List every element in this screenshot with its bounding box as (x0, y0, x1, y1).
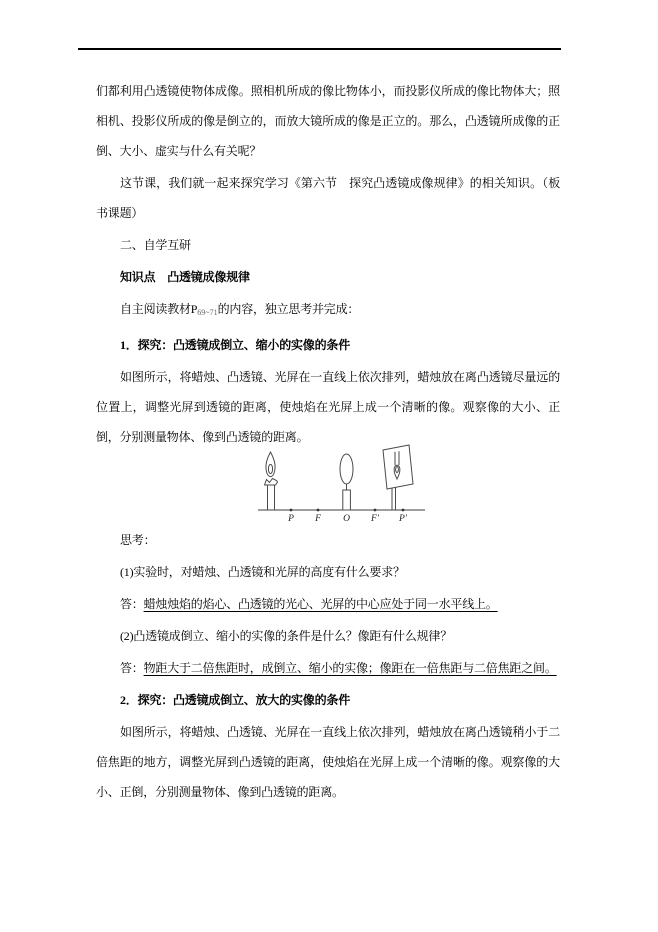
candle-object (265, 452, 278, 510)
answer-2-text: 物距大于二倍焦距时，成倒立、缩小的实像；像距在一倍焦距与二倍焦距之间。 (143, 661, 557, 675)
document-content (96, 76, 560, 809)
explore1-body: 如图所示，将蜡烛、凸透镜、光屏在一直线上依次排列，蜡烛放在离凸透镜尽量远的位置上，调整光屏到透镜的距离，使烛焰在光屏上成一个清晰的像。观察像的大小、正倒，分别测量物体、像到凸透镜的距离。 (96, 370, 560, 444)
intro-paragraph-1: 们都利用凸透镜使物体成像。照相机所成的像比物体小，而投影仪所成的像比物体大；照相机、投影仪所成的像是倒立的，而放大镜所成的像是正立的。那么，凸透镜所成像的正倒、大小、虚实与什么有关呢？ (96, 84, 560, 158)
candle-flame-core (268, 464, 272, 473)
point-F-dot (317, 509, 320, 512)
reading-task-suffix: 的内容，独立思考并完成： (217, 302, 360, 316)
point-P-prime-label: P′ (399, 514, 407, 523)
header-rule (78, 48, 561, 50)
page-range-subscript: 69~71 (197, 308, 218, 317)
screen (383, 445, 413, 510)
point-O-label: O (343, 514, 350, 523)
question-1: (1)实验时，对蜡烛、凸透镜和光屏的高度有什么要求？ (120, 565, 405, 579)
knowledge-point-heading: 知识点 凸透镜成像规律 (120, 270, 250, 284)
reading-task-prefix: 自主阅读教材P (120, 302, 198, 316)
point-F-label: F (315, 514, 321, 523)
explore2-heading: 2．探究：凸透镜成倒立、放大的实像的条件 (120, 693, 351, 707)
point-P-label: P (288, 514, 294, 523)
convex-lens (340, 454, 353, 510)
point-P-dot (290, 509, 293, 512)
answer-1-label: 答： (120, 597, 144, 611)
section-heading: 二、自学互研 (120, 238, 191, 252)
point-F-prime-dot (374, 509, 377, 512)
answer-2 (96, 653, 560, 683)
explore2-body: 如图所示，将蜡烛、凸透镜、光屏在一直线上依次排列，蜡烛放在离凸透镜稍小于二倍焦距的地方，调整光屏到凸透镜的距离，使烛焰在光屏上成一个清晰的像。观察像的大小、正倒，分别测量物体、像到凸透镜的距离。 (96, 725, 560, 799)
image-flame-core (396, 467, 399, 473)
candle-wax-top (265, 479, 278, 486)
answer-1 (96, 589, 560, 619)
explore1-heading: 1．探究：凸透镜成倒立、缩小的实像的条件 (120, 338, 351, 352)
intro-paragraph-2: 这节课，我们就一起来探究学习《第六节 探究凸透镜成像规律》的相关知识。（板书课题） (96, 176, 560, 220)
reading-task (96, 294, 560, 328)
point-F-prime-label: F′ (371, 514, 379, 523)
point-P-prime-dot (402, 509, 405, 512)
inverted-candle-image (394, 451, 400, 479)
lens-stand (343, 490, 351, 510)
think-heading: 思考： (120, 533, 156, 547)
answer-1-text: 蜡烛烛焰的焰心、凸透镜的光心、光屏的中心应处于同一水平线上。 (143, 597, 498, 611)
lens-ellipse (340, 454, 353, 484)
answer-2-label: 答： (120, 661, 144, 675)
question-2: (2)凸透镜成倒立、缩小的实像的条件是什么？像距有什么规律？ (120, 629, 452, 643)
